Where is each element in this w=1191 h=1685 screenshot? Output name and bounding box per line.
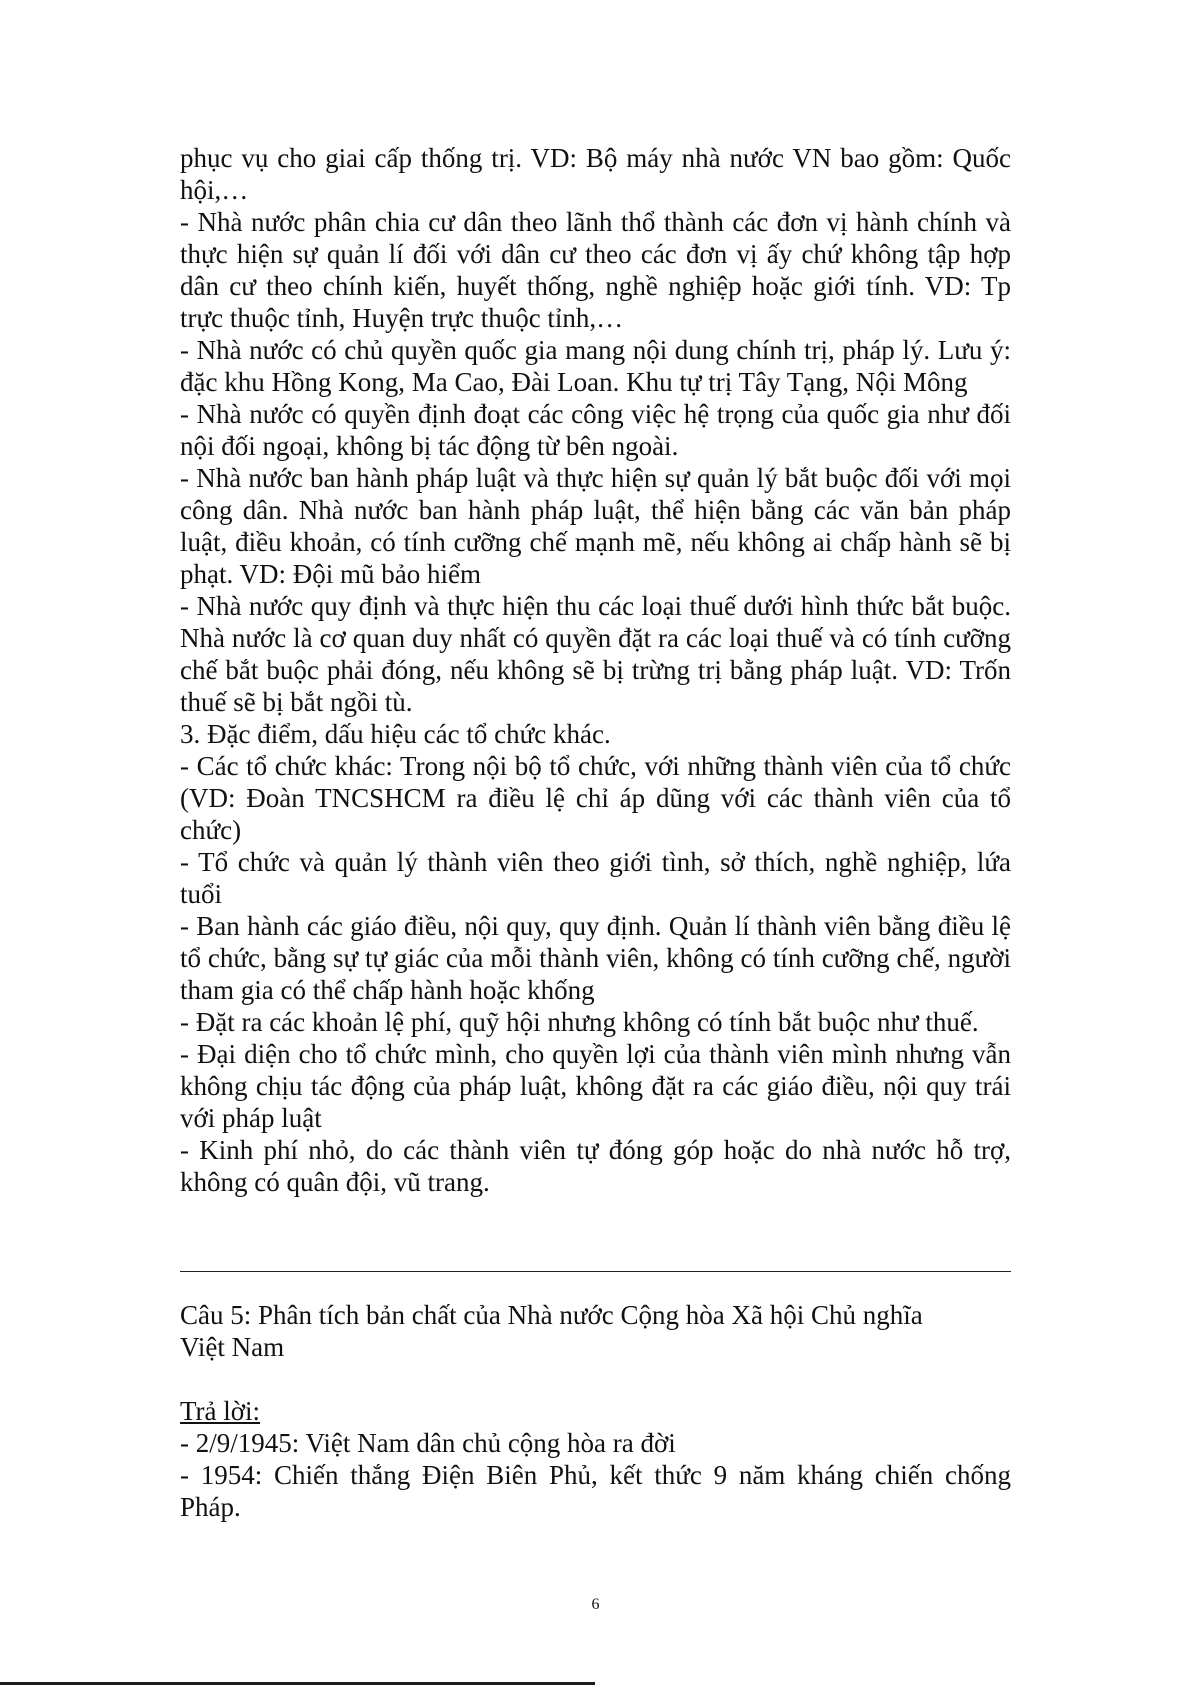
answer-line: - 2/9/1945: Việt Nam dân chủ cộng hòa ra đời: [180, 1428, 676, 1458]
paragraph: - Kinh phí nhỏ, do các thành viên tự đóng góp hoặc do nhà nước hỗ trợ, không có quân đội, vũ trang.: [180, 1135, 1011, 1197]
page-number: 6: [591, 1596, 600, 1613]
paragraph: - Đặt ra các khoản lệ phí, quỹ hội nhưng không có tính bắt buộc như thuế.: [180, 1007, 979, 1037]
paragraph: - Tổ chức và quản lý thành viên theo giới tình, sở thích, nghề nghiệp, lứa tuổi: [180, 847, 1011, 909]
answer-label: Trả lời:: [180, 1396, 261, 1426]
paragraph: - Các tổ chức khác: Trong nội bộ tổ chức, với những thành viên của tổ chức (VD: Đoàn TNCSHCM ra điều lệ chỉ áp dũng với các thành viên của tổ chức): [180, 751, 1011, 845]
paragraph: phục vụ cho giai cấp thống trị. VD: Bộ máy nhà nước VN bao gồm: Quốc hội,…: [180, 143, 1011, 205]
paragraph: - Nhà nước quy định và thực hiện thu các loại thuế dưới hình thức bắt buộc. Nhà nước là cơ quan duy nhất có quyền đặt ra các loại thuế và có tính cưỡng chế bắt buộc phải đóng, nếu không sẽ bị trừng trị bằng pháp luật. VD: Trốn thuế sẽ bị bắt ngồi tù.: [180, 591, 1011, 717]
paragraph: - Nhà nước ban hành pháp luật và thực hiện sự quản lý bắt buộc đối với mọi công dân. Nhà nước ban hành pháp luật, thể hiện bằng các văn bản pháp luật, điều khoản, có tính cưỡng chế mạnh mẽ, nếu không ai chấp hành sẽ bị phạt. VD: Đội mũ bảo hiểm: [180, 463, 1011, 589]
body-text: [180, 142, 1011, 1198]
section-heading: 3. Đặc điểm, dấu hiệu các tổ chức khác.: [180, 719, 611, 749]
horizontal-divider: [180, 1271, 1011, 1272]
paragraph: - Nhà nước phân chia cư dân theo lãnh thổ thành các đơn vị hành chính và thực hiện sự quản lí đối với dân cư theo các đơn vị ấy chứ không tập hợp dân cư theo chính kiến, huyết thống, nghề nghiệp hoặc giới tính. VD: Tp trực thuộc tỉnh, Huyện trực thuộc tỉnh,…: [180, 207, 1011, 333]
paragraph: - Nhà nước có chủ quyền quốc gia mang nội dung chính trị, pháp lý. Lưu ý: đặc khu Hồng Kong, Ma Cao, Đài Loan. Khu tự trị Tây Tạng, Nội Mông: [180, 335, 1011, 397]
paragraph: - Nhà nước có quyền định đoạt các công việc hệ trọng của quốc gia như đối nội đối ngoại, không bị tác động từ bên ngoài.: [180, 399, 1011, 461]
question-title: Câu 5: Phân tích bản chất của Nhà nước Cộng hòa Xã hội Chủ nghĩa Việt Nam: [180, 1300, 923, 1362]
paragraph: - Đại diện cho tổ chức mình, cho quyền lợi của thành viên mình nhưng vẫn không chịu tác động của pháp luật, không đặt ra các giáo điều, nội quy trái với pháp luật: [180, 1039, 1011, 1133]
question-section: [180, 1299, 1011, 1523]
answer-line: - 1954: Chiến thắng Điện Biên Phủ, kết thức 9 năm kháng chiến chống Pháp.: [180, 1460, 1011, 1522]
paragraph: - Ban hành các giáo điều, nội quy, quy định. Quản lí thành viên bằng điều lệ tổ chức, bằng sự tự giác của mỗi thành viên, không có tính cưỡng chế, người tham gia có thể chấp hành hoặc khống: [180, 911, 1011, 1005]
